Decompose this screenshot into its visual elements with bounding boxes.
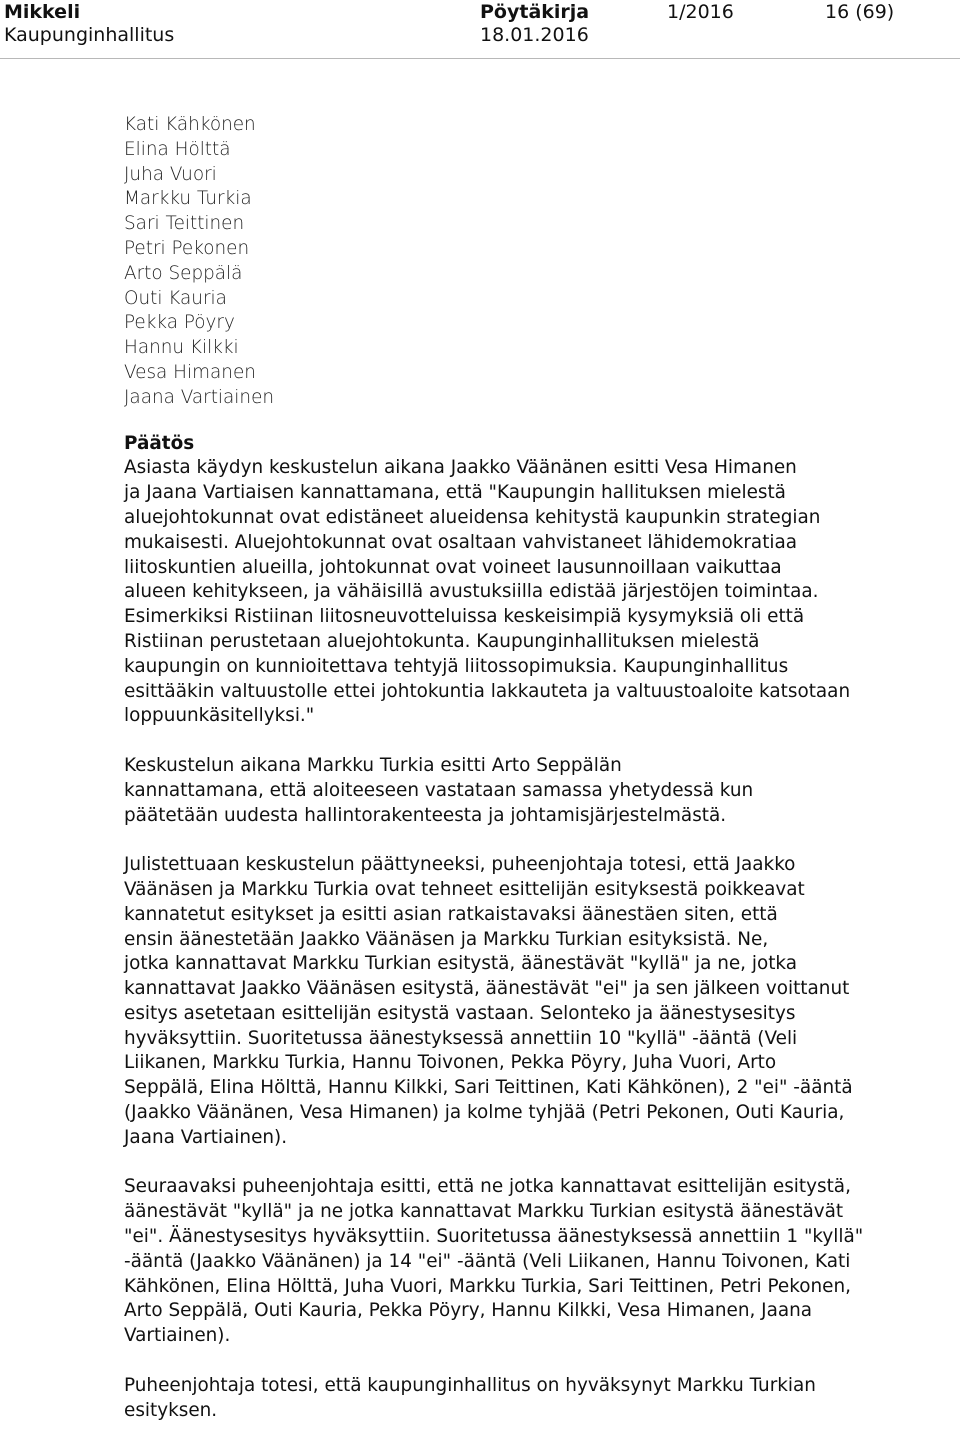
paragraph-line: esittääkin valtuustolle ettei johtokuntia lakkauteta ja valtuustoaloite katsotaan <box>124 680 851 702</box>
attendee-name: Outi Kauria <box>124 287 227 309</box>
attendee-name: Jaana Vartiainen <box>124 386 275 408</box>
paragraph-line: alueen kehitykseen, ja vähäisillä avustuksiilla edistää järjestöjen toimintaa. <box>124 581 819 603</box>
paragraph-line: esitys asetetaan esittelijän esitystä vastaan. Selonteko ja äänestysesitys <box>124 1002 796 1024</box>
paragraph-line: ensin äänestetään Jaakko Väänäsen ja Markku Turkian esityksistä. Ne, <box>124 928 769 950</box>
decision-paragraph <box>124 754 924 828</box>
page-number: 16 (69) <box>825 1 895 23</box>
attendee-name: Sari Teittinen <box>124 213 245 235</box>
attendee-name: Kati Kähkönen <box>124 114 256 135</box>
paragraph-line: Esimerkiksi Ristiinan liitosneuvotteluissa keskeisimpiä kysymyksiä oli että <box>124 606 805 628</box>
attendee-name: Juha Vuori <box>124 163 217 185</box>
paragraph-line: loppuunkäsitellyksi." <box>124 705 315 727</box>
paragraph-line: Liikanen, Markku Turkia, Hannu Toivonen, Pekka Pöyry, Juha Vuori, Arto <box>124 1052 777 1074</box>
paragraph-line: Seppälä, Elina Hölttä, Hannu Kilkki, Sari Teittinen, Kati Kähkönen), 2 "ei" -ääntä <box>124 1077 853 1099</box>
paragraph-line: Vartiainen). <box>124 1325 231 1347</box>
paragraph-line: -ääntä (Jaakko Väänänen) ja 14 "ei" -ääntä (Veli Liikanen, Hannu Toivonen, Kati <box>124 1250 851 1272</box>
protocol-number: 1/2016 <box>667 1 734 23</box>
paragraph-line: Ristiinan perustetaan aluejohtokunta. Kaupunginhallituksen mielestä <box>124 630 760 652</box>
paragraph-line: päätetään uudesta hallintorakenteesta ja johtamisjärjestelmästä. <box>124 804 727 826</box>
decision-text <box>124 456 924 1423</box>
paragraph-line: kaupungin on kunnioitettava tehtyjä liitossopimuksia. Kaupunginhallitus <box>124 655 789 677</box>
paragraph-line: kannattamana, että aloiteeseen vastataan samassa yhetydessä kun <box>124 779 754 801</box>
paragraph-line: mukaisesti. Aluejohtokunnat ovat osaltaan vahvistaneet lähidemokratiaa <box>124 531 798 553</box>
paragraph-line: liitoskuntien alueilla, johtokunnat ovat voineet lausunnoillaan vaikuttaa <box>124 556 782 578</box>
decision-paragraph <box>124 1175 924 1349</box>
paragraph-line: esityksen. <box>124 1399 218 1421</box>
paragraph-line: Jaana Vartiainen). <box>124 1126 288 1148</box>
document-type: Pöytäkirja <box>480 1 590 23</box>
paragraph-line: kannatetut esitykset ja esitti asian ratkaistavaksi äänestäen siten, että <box>124 903 778 925</box>
decision-heading: Päätös <box>124 432 195 454</box>
paragraph-line: äänestävät "kyllä" ja ne jotka kannattavat Markku Turkian esitystä äänestävät <box>124 1201 844 1223</box>
attendee-list <box>124 113 924 411</box>
paragraph-line: ja Jaana Vartiaisen kannattamana, että "Kaupungin hallituksen mielestä <box>124 482 786 504</box>
paragraph-line: hyväksyttiin. Suoritetussa äänestyksessä annettiin 10 "kyllä" -ääntä (Veli <box>124 1027 798 1049</box>
decision-paragraph <box>124 456 924 729</box>
paragraph-line: (Jaakko Väänänen, Vesa Himanen) ja kolme tyhjää (Petri Pekonen, Outi Kauria, <box>124 1102 845 1124</box>
attendee-name: Hannu Kilkki <box>124 337 239 359</box>
attendee-name: Arto Seppälä <box>124 262 243 284</box>
paragraph-line: Asiasta käydyn keskustelun aikana Jaakko Väänänen esitti Vesa Himanen <box>124 457 797 479</box>
attendee-name: Pekka Pöyry <box>124 312 235 334</box>
attendee-name: Petri Pekonen <box>124 237 250 259</box>
meeting-date: 18.01.2016 <box>480 24 589 46</box>
decision-paragraph <box>124 853 924 1151</box>
header-divider <box>0 58 960 59</box>
paragraph-line: Seuraavaksi puheenjohtaja esitti, että ne jotka kannattavat esittelijän esitystä, <box>124 1176 851 1198</box>
organization-name: Mikkeli <box>4 1 81 23</box>
paragraph-line: "ei". Äänestysesitys hyväksyttiin. Suoritetussa äänestyksessä annettiin 1 "kyllä" <box>124 1226 864 1248</box>
attendee-name: Vesa Himanen <box>124 361 256 383</box>
document-body <box>124 113 924 1448</box>
body-name: Kaupunginhallitus <box>4 24 175 46</box>
paragraph-line: aluejohtokunnat ovat edistäneet alueidensa kehitystä kaupunkin strategian <box>124 506 821 528</box>
paragraph-line: Keskustelun aikana Markku Turkia esitti Arto Seppälän <box>124 754 622 776</box>
paragraph-line: Väänäsen ja Markku Turkia ovat tehneet esittelijän esityksestä poikkeavat <box>124 878 805 900</box>
paragraph-line: jotka kannattavat Markku Turkian esitystä, äänestävät "kyllä" ja ne, jotka <box>124 953 798 975</box>
decision-paragraph <box>124 1374 924 1424</box>
attendee-name: Markku Turkia <box>124 188 252 210</box>
paragraph-line: Arto Seppälä, Outi Kauria, Pekka Pöyry, Hannu Kilkki, Vesa Himanen, Jaana <box>124 1300 813 1322</box>
paragraph-line: Puheenjohtaja totesi, että kaupunginhallitus on hyväksynyt Markku Turkian <box>124 1374 816 1396</box>
paragraph-line: kannattavat Jaakko Väänäsen esitystä, äänestävät "ei" ja sen jälkeen voittanut <box>124 978 850 1000</box>
paragraph-line: Kähkönen, Elina Hölttä, Juha Vuori, Markku Turkia, Sari Teittinen, Petri Pekonen, <box>124 1275 851 1297</box>
paragraph-line: Julistettuaan keskustelun päättyneeksi, puheenjohtaja totesi, että Jaakko <box>124 854 796 876</box>
page-header <box>0 0 960 58</box>
attendee-name: Elina Hölttä <box>124 138 231 160</box>
